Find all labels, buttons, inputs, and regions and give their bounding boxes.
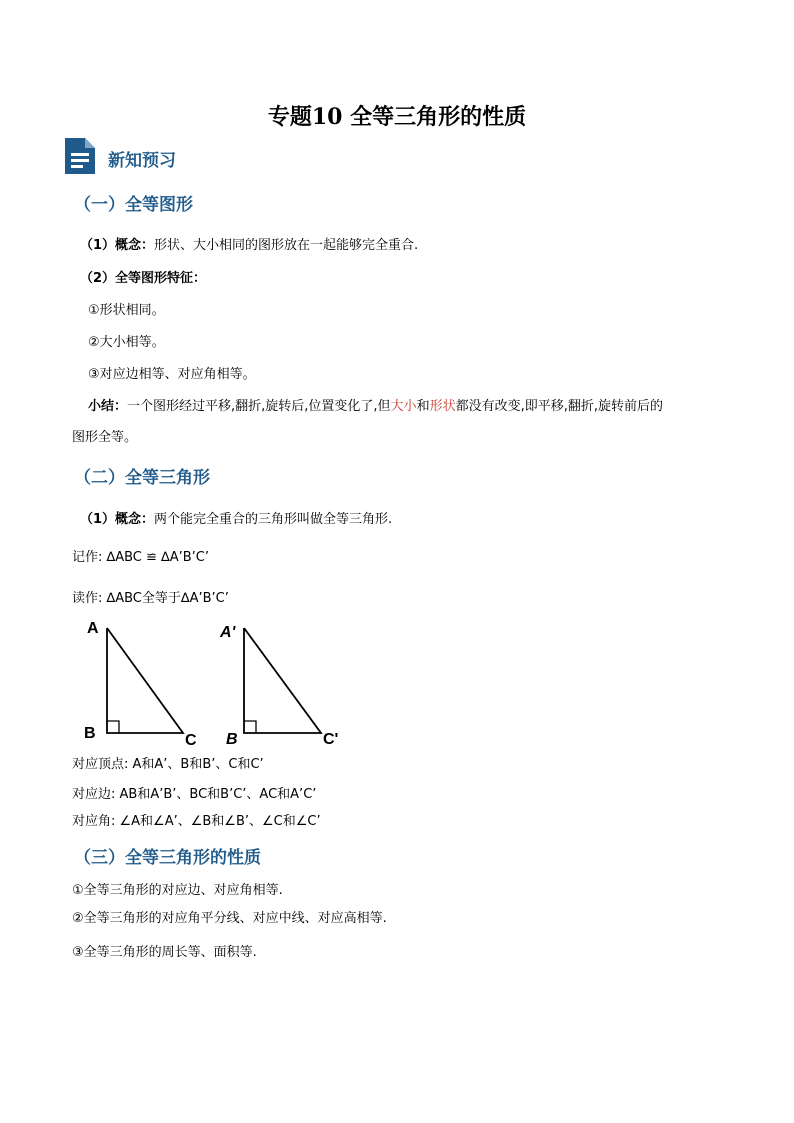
triangle-a2b2c2 <box>219 624 338 748</box>
corresponding-sides: 对应边: AB和A’B’、BC和B’C’、AC和A’C’ <box>72 787 317 802</box>
heading-congruent-triangles: （二）全等三角形 <box>74 468 210 488</box>
page-title: 专题10 全等三角形的性质 <box>267 104 527 130</box>
list-item: ②全等三角形的对应角平分线、对应中线、对应高相等. <box>72 911 387 926</box>
list-item: ②大小相等。 <box>88 335 165 350</box>
document-icon <box>62 136 98 176</box>
list-item: ①全等三角形的对应边、对应角相等. <box>72 883 283 898</box>
summary-line-2: 图形全等。 <box>72 430 138 445</box>
list-item: ③全等三角形的周长等、面积等. <box>72 945 257 960</box>
s1-concept <box>80 237 418 255</box>
vertex-label-a-prime: A' <box>220 624 236 641</box>
corresponding-vertices: 对应顶点: A和A’、B和B’、C和C’ <box>72 757 264 772</box>
s1-concept-text: 形状、大小相同的图形放在一起能够完全重合. <box>154 238 419 253</box>
vertex-label-b: B <box>84 725 96 742</box>
vertex-label-c: C <box>185 732 197 749</box>
summary-text: 和 <box>416 399 430 414</box>
list-item: ①形状相同。 <box>88 303 165 318</box>
summary-highlight-shape: 形状 <box>429 399 456 414</box>
section-title-preview: 新知预习 <box>108 151 176 171</box>
list-item: ③对应边相等、对应角相等。 <box>88 367 256 382</box>
summary-label: 小结： <box>88 399 128 414</box>
s2-concept-text: 两个能完全重合的三角形叫做全等三角形. <box>154 512 393 527</box>
summary-text: 都没有改变,即平移,翻折,旋转前后的 <box>455 399 663 414</box>
corresponding-angles: 对应角: ∠A和∠A’、∠B和∠B’、∠C和∠C’ <box>72 814 321 829</box>
summary-text: 一个图形经过平移,翻折,旋转后,位置变化了,但 <box>127 399 391 414</box>
s1-concept-label: （1）概念： <box>80 238 155 253</box>
triangles-figure <box>80 615 360 750</box>
triangle-abc <box>84 620 197 749</box>
vertex-label-a: A <box>87 620 99 637</box>
s2-concept <box>80 511 392 529</box>
summary-highlight-size: 大小 <box>390 399 417 414</box>
s2-concept-label: （1）概念： <box>80 512 155 527</box>
s1-feature-label: （2）全等图形特征： <box>80 271 207 286</box>
notation-line: 记作: ∆ABC ≌ ∆A’B’C’ <box>72 550 210 565</box>
heading-properties: （三）全等三角形的性质 <box>74 848 261 868</box>
summary-line-1 <box>88 398 663 416</box>
vertex-label-c-prime: C' <box>323 731 339 748</box>
reading-line: 读作: ∆ABC全等于∆A’B’C’ <box>72 591 229 606</box>
vertex-label-b-prime: B <box>226 731 238 748</box>
heading-congruent-figures: （一）全等图形 <box>74 195 193 215</box>
